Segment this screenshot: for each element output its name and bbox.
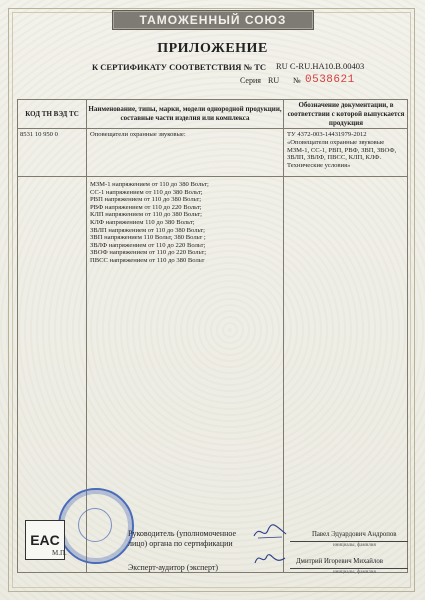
- list-item: ЗВОФ напряжением от 110 до 220 Вольт;: [90, 249, 207, 257]
- serial-number: 0538621: [305, 74, 355, 86]
- list-item: СС-1 напряжением от 110 до 380 Вольт;: [90, 188, 203, 196]
- seal-inner-ring: [78, 508, 112, 542]
- list-item: КЛФ напряжением 110 до 380 Вольт;: [90, 218, 195, 226]
- header-divider: [17, 128, 408, 129]
- page-title: ПРИЛОЖЕНИЕ: [157, 41, 268, 56]
- series-value: RU: [268, 76, 280, 85]
- column-divider: [283, 99, 284, 573]
- list-item: МЗМ-1 напряжением от 110 до 380 Вольт;: [90, 181, 209, 188]
- list-item: РВФ напряжением от 110 до 220 Вольт;: [90, 203, 202, 211]
- signature-line: [290, 541, 408, 542]
- head-role: Руководитель (уполномоченное лицо) органа по сертификации: [128, 529, 237, 548]
- customs-union-banner: ТАМОЖЕННЫЙ СОЮЗ: [112, 10, 314, 30]
- name-caption: инициалы, фамилия: [333, 570, 376, 575]
- expert-name: Дмитрий Игоревич Михайлов: [296, 558, 383, 565]
- head-name: Павел Эдуардович Андропов: [312, 531, 397, 538]
- product-documentation: ТУ 4372-003-14431979-2012 «Оповещатели охранные звуковые МЗМ-1, СС-1, РВП, РВФ, ЗВП, ЗВОФ, ЗВЛП, ЗВЛФ, ПВСС, КЛП, КЛФ. Технические условия»: [287, 131, 397, 170]
- eac-mark: EAC: [25, 520, 65, 560]
- expert-role: Эксперт-аудитор (эксперт): [128, 563, 219, 572]
- list-item: ЗВЛП напряжением от 110 до 380 Вольт;: [90, 226, 206, 234]
- header-documentation: Обозначение документации, в соответствии с которой выпускается продукция: [287, 101, 405, 127]
- series-label: Серия: [240, 76, 261, 85]
- header-code: КОД ТН ВЭД ТС: [25, 110, 79, 118]
- product-name: Оповещатели охранные звуковые:: [90, 131, 186, 138]
- signature-line: [290, 568, 408, 569]
- header-name: Наименование, типы, марки, модели однородной продукции, составные части изделия или комплекса: [88, 105, 282, 122]
- registration-number: RU C-RU.HA10.B.00403: [276, 61, 365, 71]
- models-list: [90, 181, 209, 265]
- row-divider: [17, 176, 408, 177]
- list-item: ЗВЛФ напряжением от 110 до 220 Вольт;: [90, 241, 206, 249]
- signature-head: [252, 520, 288, 542]
- signature-expert: [252, 548, 288, 570]
- product-code: 8531 10 950 0: [20, 131, 58, 138]
- list-item: ЗВП напряжением 110 Вольт, 380 Вольт ;: [90, 234, 206, 242]
- list-item: РВП напряжением от 110 до 380 Вольт;: [90, 196, 202, 204]
- certificate-subtitle: К СЕРТИФИКАТУ СООТВЕТСТВИЯ № ТС: [92, 62, 267, 72]
- name-caption: инициалы, фамилия: [333, 543, 376, 548]
- number-prefix: №: [293, 76, 301, 85]
- list-item: КЛП напряжением от 110 до 380 Вольт;: [90, 211, 202, 219]
- stamp-label: М.П.: [52, 549, 67, 557]
- list-item: ПВСС напряжением от 110 до 380 Вольт: [90, 256, 205, 264]
